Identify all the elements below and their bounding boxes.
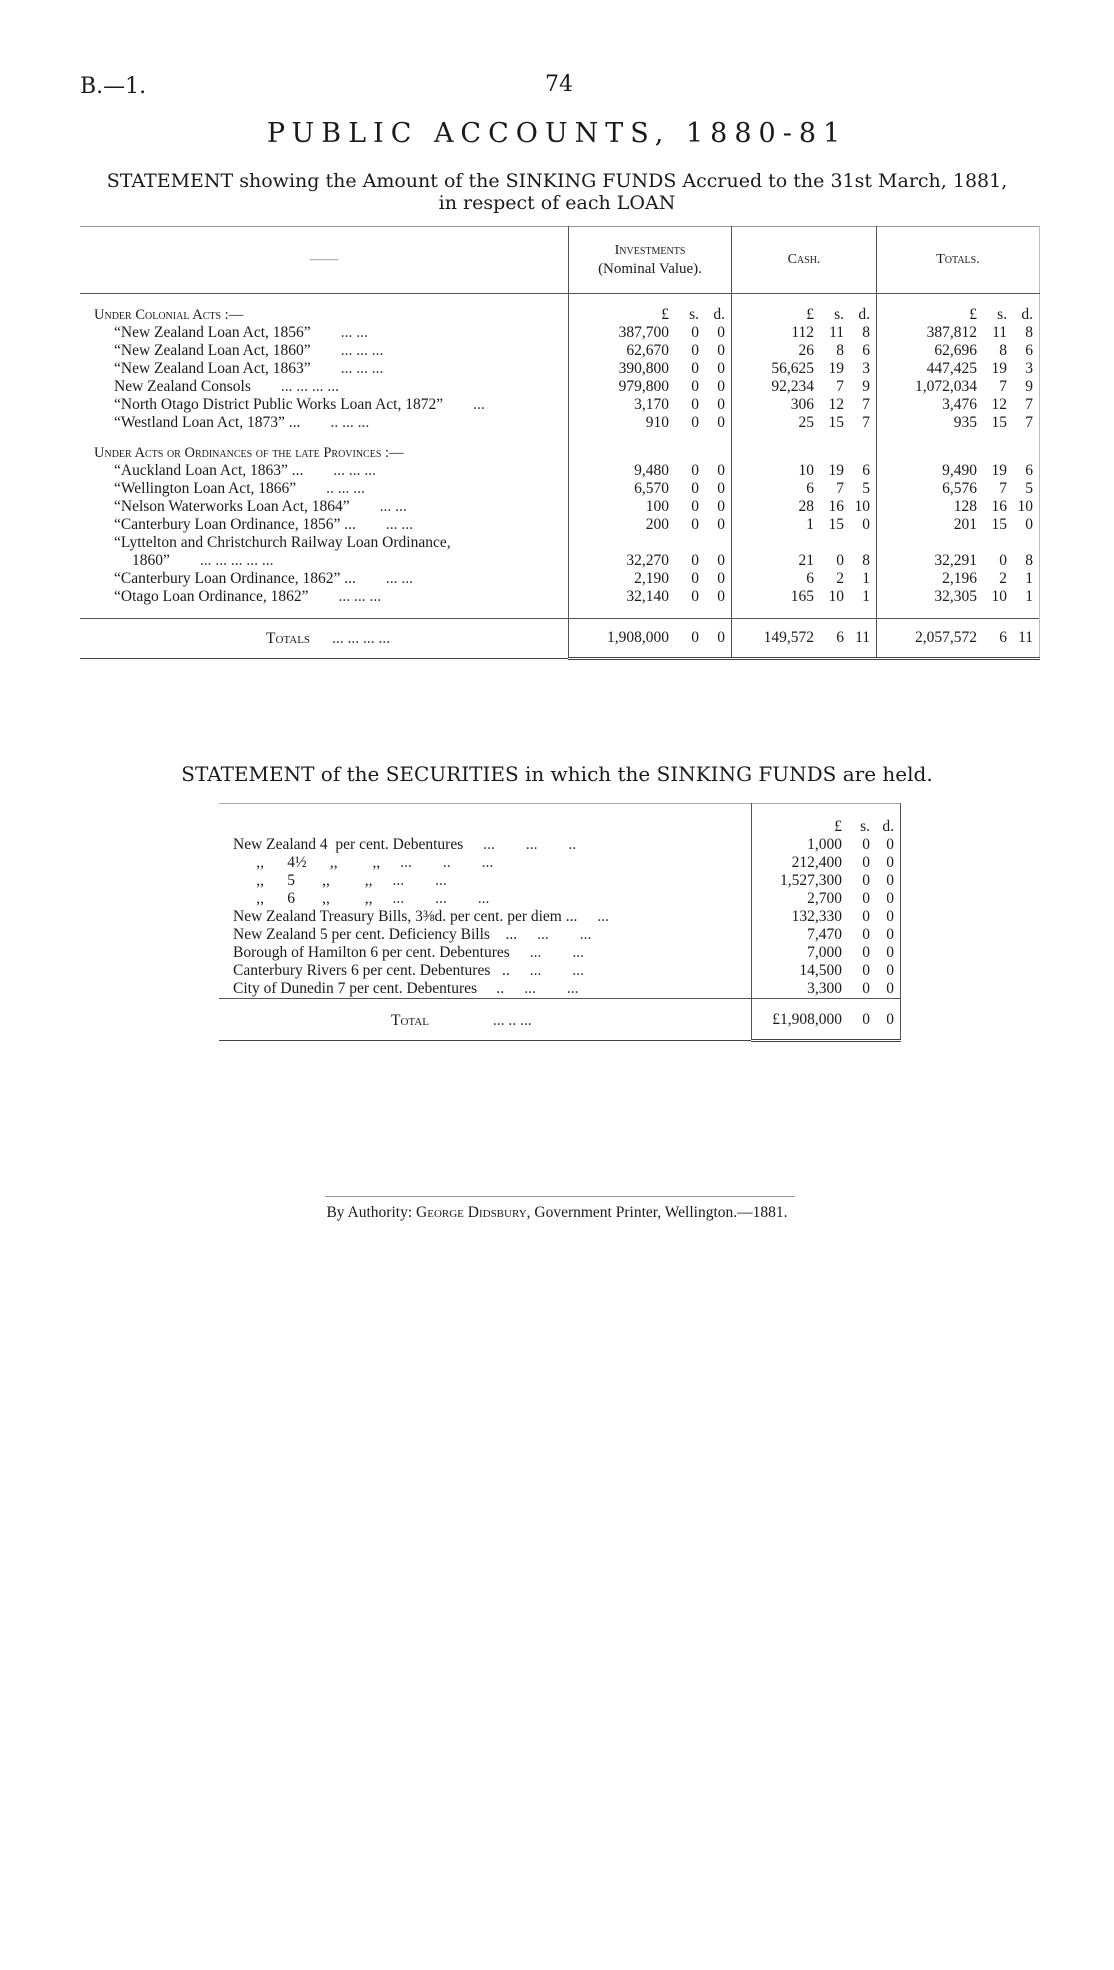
table-row [219,944,901,962]
table-row [80,342,1040,360]
cash-pence: 10 [854,498,870,515]
unit-shillings: s. [689,306,699,323]
cash-pence: 0 [862,516,870,533]
security-name: New Zealand 5 per cent. Deficiency Bills ... ... ... [233,926,592,943]
cash-shillings: 2 [836,570,844,587]
security-value-shillings: 0 [862,872,870,889]
security-value-shillings: 0 [862,926,870,943]
province-acts-rows-continued [80,570,1040,606]
loan-name: “Nelson Waterworks Loan Act, 1864” ... ... [114,498,407,515]
investment-shillings: 0 [691,396,699,413]
cash-pounds: 6 [806,570,814,587]
total-pounds: 935 [953,414,977,431]
total-pence: 9 [1025,378,1033,395]
total-pence: 1 [1025,570,1033,587]
investment-shillings: 0 [691,324,699,341]
investment-pounds: 387,700 [618,324,669,341]
by-authority: By Authority: [326,1204,413,1221]
security-value-shillings: 0 [862,962,870,979]
unit-shillings: s. [834,306,844,323]
cash-pence: 6 [862,342,870,359]
loan-name: “Lyttelton and Christchurch Railway Loan Ordinance, [114,534,451,551]
investment-pounds: 9,480 [634,462,669,479]
loan-name: “New Zealand Loan Act, 1860” ... ... ... [114,342,384,359]
security-value-pounds: 132,330 [791,908,842,925]
security-value-shillings: 0 [862,908,870,925]
total-pounds: 6,576 [942,480,977,497]
description-header: —— [80,227,569,294]
loan-name: “Otago Loan Ordinance, 1862” ... ... ... [114,588,382,605]
loan-name: “Auckland Loan Act, 1863” ... ... ... ... [114,462,377,479]
unit-shillings: s. [860,818,870,835]
unit-pence: d. [882,818,894,835]
cash-pence: 9 [862,378,870,395]
table-row: 1860” ... ... ... ... ... 32,270 0 0 21 0 8 32,291 0 8 [80,552,1040,570]
total-shillings: 16 [991,498,1007,515]
cash-shillings: 7 [836,378,844,395]
cash-pounds: 25 [798,414,814,431]
total-shillings: 15 [991,516,1007,533]
security-name: Borough of Hamilton 6 per cent. Debentures ... ... [233,944,585,961]
security-name: ,, 5 ,, ,, ... ... [233,872,447,889]
total-shillings: 7 [999,480,1007,497]
total-shillings: 10 [991,588,1007,605]
total-pence: 6 [1025,342,1033,359]
total-shillings: 19 [991,360,1007,377]
security-value-pounds: 7,000 [807,944,842,961]
table-row [219,854,901,872]
table-row [219,872,901,890]
security-name: Canterbury Rivers 6 per cent. Debentures .. ... ... [233,962,585,979]
table-row [80,534,1040,552]
cash-pence: 5 [862,480,870,497]
total-shillings: 8 [999,342,1007,359]
cash-pounds: 165 [790,588,814,605]
table-row [219,962,901,980]
investment-pounds: 3,170 [634,396,669,413]
investment-pence: 0 [717,516,725,533]
unit-pence: d. [1021,306,1033,323]
cash-pounds: 56,625 [771,360,814,377]
investment-pounds: 32,140 [626,588,669,605]
security-value-pounds: 212,400 [791,854,842,871]
cash-shillings: 8 [836,342,844,359]
unit-pounds: £ [806,306,814,323]
table-row [80,414,1040,432]
table-row [80,570,1040,588]
investment-pence: 0 [717,570,725,587]
security-value-pence: 0 [886,962,894,979]
investment-pence: 0 [717,588,725,605]
investment-shillings: 0 [691,342,699,359]
investment-shillings: 0 [691,516,699,533]
colonial-acts-rows [80,324,1040,432]
sinking-funds-table [80,226,1040,660]
section-colonial-heading: Under Colonial Acts :— [94,307,244,323]
investment-shillings: 0 [691,570,699,587]
investment-pence: 0 [717,396,725,413]
cash-shillings: 15 [828,516,844,533]
table-row [80,588,1040,606]
loan-name: “Canterbury Loan Ordinance, 1862” ... ... ... [114,570,414,587]
security-value-pence: 0 [886,980,894,997]
table-row [80,516,1040,534]
loan-name: “Westland Loan Act, 1873” ... .. ... ... [114,414,370,431]
cash-pounds: 1 [806,516,814,533]
investment-pounds: 62,670 [626,342,669,359]
total-pence: 0 [1025,516,1033,533]
table-row [80,360,1040,378]
cash-pence: 3 [862,360,870,377]
investment-shillings: 0 [691,480,699,497]
loan-name-continued: 1860” ... ... ... ... ... [132,552,274,569]
total-cash: 149,572 [763,629,814,646]
printer-name: George Didsbury, [416,1204,531,1221]
cash-pounds: 92,234 [771,378,814,395]
total-pence: 10 [1017,498,1033,515]
grand-total: 2,057,572 [915,629,977,646]
total-shillings: 12 [991,396,1007,413]
footer-divider [325,1196,795,1197]
total-pence: 3 [1025,360,1033,377]
cash-pence: 7 [862,414,870,431]
cash-shillings: 15 [828,414,844,431]
section-provinces-heading: Under Acts or Ordinances of the late Provinces :— [94,445,404,461]
table-row [80,396,1040,414]
investment-pounds: 2,190 [634,570,669,587]
cash-pence: 7 [862,396,870,413]
total-shillings: 2 [999,570,1007,587]
total-pounds: 62,696 [934,342,977,359]
cash-pence: 1 [862,588,870,605]
security-value-pounds: 14,500 [799,962,842,979]
security-value-shillings: 0 [862,854,870,871]
cash-shillings: 12 [828,396,844,413]
cash-pence: 6 [862,462,870,479]
section-provinces-row [80,444,1040,462]
document-reference: B.—1. [80,74,147,99]
table-row [80,462,1040,480]
cash-pounds: 10 [798,462,814,479]
province-acts-rows [80,462,1040,534]
statement-subtitle-line-1: STATEMENT showing the Amount of the SINKING FUNDS Accrued to the 31st March, 1881, [106,170,1008,192]
cash-shillings: 11 [829,324,844,341]
loan-name: New Zealand Consols ... ... ... ... [114,378,340,395]
investment-shillings: 0 [691,360,699,377]
cash-pence: 8 [862,324,870,341]
security-value-shillings: 0 [862,944,870,961]
security-value-pounds: 1,000 [807,836,842,853]
total-pence: 6 [1025,462,1033,479]
cash-pence: 1 [862,570,870,587]
total-shillings: 11 [992,324,1007,341]
table-row [219,908,901,926]
total-pounds: 201 [953,516,977,533]
cash-shillings: 19 [828,462,844,479]
page-title: PUBLIC ACCOUNTS, 1880-81 [266,118,848,149]
investments-header-sub: (Nominal Value). [598,261,702,277]
investment-pence: 0 [717,480,725,497]
total-shillings: 19 [991,462,1007,479]
totals-label: Totals ... ... ... ... [80,619,569,659]
security-value-pence: 0 [886,890,894,907]
loan-name: “Canterbury Loan Ordinance, 1856” ... ... ... [114,516,414,533]
security-value-pounds: 7,470 [807,926,842,943]
unit-pounds: £ [969,306,977,323]
units-row [219,804,901,837]
footer-imprint [0,1204,1114,1222]
security-value-pounds: 3,300 [807,980,842,997]
security-name: New Zealand 4 per cent. Debentures ... ... .. [233,836,577,853]
investment-pence: 0 [717,342,725,359]
total-shillings: 7 [999,378,1007,395]
investment-shillings: 0 [691,588,699,605]
cash-header: Cash. [732,227,877,294]
loan-name: “New Zealand Loan Act, 1863” ... ... ... [114,360,384,377]
securities-rows [219,836,901,999]
total-pence: 1 [1025,588,1033,605]
statement-subtitle-line-2: in respect of each LOAN [438,192,676,214]
security-value-shillings: 0 [862,836,870,853]
investment-pounds: 6,570 [634,480,669,497]
unit-pence: d. [858,306,870,323]
totals-row: Totals ... ... ... ... 1,908,000 0 0 149,572 6 11 2,057,572 6 11 [80,619,1040,659]
investments-header-label: Investments [614,243,686,258]
total-pounds: 32,305 [934,588,977,605]
total-pence: 8 [1025,324,1033,341]
securities-total-label: Total ... .. ... [219,999,752,1041]
security-value-shillings: 0 [862,890,870,907]
investment-pence: 0 [717,324,725,341]
cash-pounds: 28 [798,498,814,515]
table-row [80,378,1040,396]
cash-pounds: 306 [790,396,814,413]
security-name: ,, 4½ ,, ,, ... .. ... [233,854,494,871]
cash-pounds: 26 [798,342,814,359]
total-pounds: 1,072,034 [915,378,977,395]
security-value-pence: 0 [886,926,894,943]
total-pounds: 9,490 [942,462,977,479]
security-value-shillings: 0 [862,980,870,997]
investment-pounds: 100 [645,498,669,515]
table-row [219,890,901,908]
securities-total-row: Total ... .. ... £1,908,000 0 0 [219,999,901,1041]
unit-pounds: £ [834,818,842,835]
investment-pounds: 910 [645,414,669,431]
total-pence: 5 [1025,480,1033,497]
units-row [80,306,1040,324]
security-value-pence: 0 [886,944,894,961]
total-pence: 7 [1025,396,1033,413]
totals-header: Totals. [877,227,1040,294]
total-pounds: 387,812 [926,324,977,341]
investment-pounds: 390,800 [618,360,669,377]
security-value-pounds: 2,700 [807,890,842,907]
security-name: ,, 6 ,, ,, ... ... ... [233,890,490,907]
investment-pence: 0 [717,360,725,377]
loan-name: “New Zealand Loan Act, 1856” ... ... [114,324,368,341]
unit-pounds: £ [661,306,669,323]
loan-name: “North Otago District Public Works Loan Act, 1872” ... [114,396,485,413]
printer-details: Government Printer, Wellington.—1881. [534,1204,788,1221]
cash-shillings: 7 [836,480,844,497]
total-investments: 1,908,000 [607,629,669,646]
table-header-row [80,227,1040,294]
security-value-pence: 0 [886,854,894,871]
security-value-pence: 0 [886,908,894,925]
investment-pounds: 979,800 [618,378,669,395]
total-pounds: 447,425 [926,360,977,377]
investment-shillings: 0 [691,414,699,431]
table-row [219,836,901,854]
securities-table [219,803,901,1042]
investment-pence: 0 [717,462,725,479]
securities-statement-title: STATEMENT of the SECURITIES in which the SINKING FUNDS are held. [181,762,933,786]
cash-shillings: 19 [828,360,844,377]
unit-shillings: s. [997,306,1007,323]
table-row [80,480,1040,498]
investment-shillings: 0 [691,498,699,515]
table-row [80,498,1040,516]
investment-pence: 0 [717,414,725,431]
investments-header [569,227,732,294]
security-value-pounds: 1,527,300 [780,872,842,889]
cash-shillings: 16 [828,498,844,515]
total-pounds: 2,196 [942,570,977,587]
investment-pence: 0 [717,498,725,515]
unit-pence: d. [713,306,725,323]
loan-name: “Wellington Loan Act, 1866” .. ... ... [114,480,365,497]
table-row [219,980,901,999]
total-shillings: 15 [991,414,1007,431]
securities-total-value: £1,908,000 [772,1011,842,1028]
table-row [80,324,1040,342]
security-name: City of Dunedin 7 per cent. Debentures .. ... ... [233,980,579,997]
table-row [219,926,901,944]
security-value-pence: 0 [886,836,894,853]
cash-pounds: 6 [806,480,814,497]
investment-pounds: 200 [645,516,669,533]
security-name: New Zealand Treasury Bills, 3⅜d. per cent. per diem ... ... [233,908,609,925]
cash-shillings: 10 [828,588,844,605]
cash-pounds: 112 [791,324,814,341]
investment-shillings: 0 [691,462,699,479]
investment-shillings: 0 [691,378,699,395]
total-pounds: 128 [953,498,977,515]
investment-pence: 0 [717,378,725,395]
security-value-pence: 0 [886,872,894,889]
page-number: 74 [545,72,573,97]
total-pence: 7 [1025,414,1033,431]
total-pounds: 3,476 [942,396,977,413]
